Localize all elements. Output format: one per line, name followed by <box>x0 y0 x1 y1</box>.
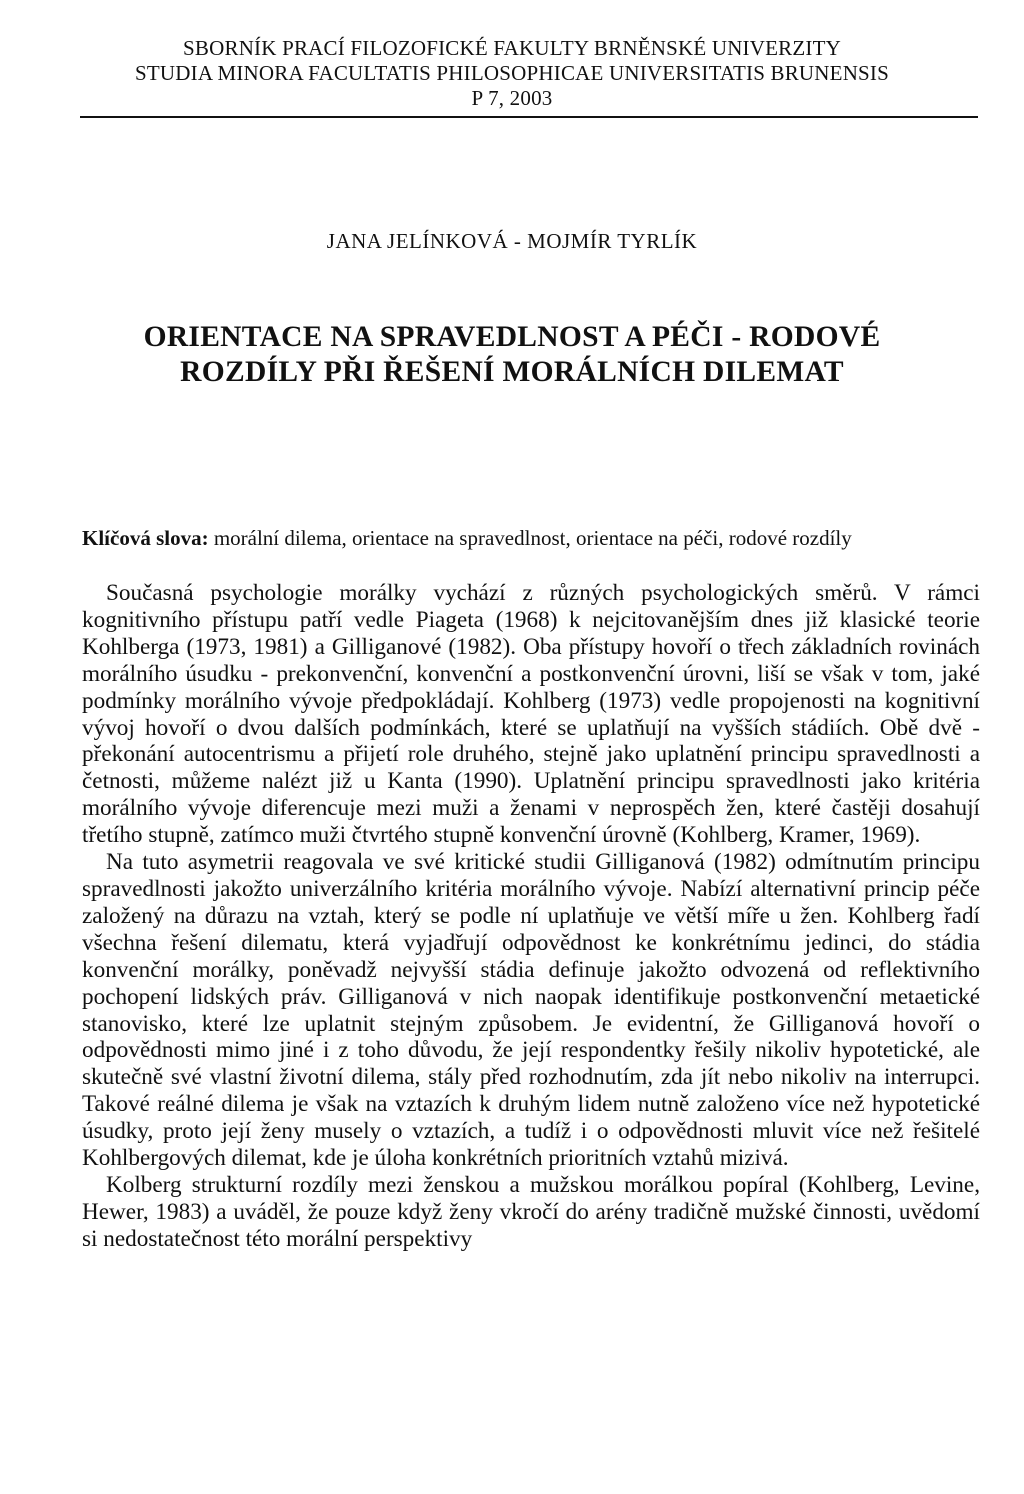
journal-issue: P 7, 2003 <box>471 86 553 110</box>
body-paragraph-2: Na tuto asymetrii reagovala ve své kritické studii Gilliganová (1982) odmítnutím principu spravedlnosti jakožto univerzálního kritéria morálního vývoje. Nabízí alternativní princip péče založený na důrazu na vztah, který se podle ní uplatňuje ve větší míře u žen. Kohlberg řadí všechna řešení dilematu, která vyjadřují odpovědnost ke konkrétnímu jedinci, do stádia konvenční morálky, poněvadž nejvyšší stádia definuje jakožto odvozená od reflektivního pochopení lidských práv. Gilliganová v nich naopak identifikuje postkonvenční metaetické stanovisko, které lze uplatnit stejným způsobem. Je evidentní, že Gilliganová hovoří o odpovědnosti mimo jiné i z toho důvodu, že její respondentky řešily nikoliv hypotetické, ale skutečně své vlastní životní dilema, stály před rozhodnutím, zda jít nebo nikoliv na interrupci. Takové reálné dilema je však na vztazích k druhým lidem nutně založeno více než hypotetické úsudky, proto její ženy musely o vztazích, a tudíž i o odpovědnosti mluvit více než řešitelé Kohlbergových dilemat, kde je úloha konkrétních prioritních vztahů mizivá. <box>82 849 980 1172</box>
article-authors: JANA JELÍNKOVÁ - MOJMÍR TYRLÍK <box>326 229 698 253</box>
header-rule <box>80 116 978 118</box>
journal-title-czech: SBORNÍK PRACÍ FILOZOFICKÉ FAKULTY BRNĚNSKÉ UNIVERZITY <box>183 36 841 60</box>
article-body <box>82 580 980 1253</box>
keywords-list: morální dilema, orientace na spravedlnost, orientace na péči, rodové rozdíly <box>213 526 852 550</box>
body-paragraph-3: Kolberg strukturní rozdíly mezi ženskou a mužskou morálkou popíral (Kohlberg, Levine, Hewer, 1983) a uváděl, že pouze když ženy vkročí do arény tradičně mužské činnosti, uvědomí si nedostatečnost této morální perspektivy <box>82 1171 980 1252</box>
keywords-label: Klíčová slova: <box>82 526 209 550</box>
keywords-line <box>82 526 982 551</box>
article-title-line-1: ORIENTACE NA SPRAVEDLNOST A PÉČI - RODOVÉ <box>143 321 881 353</box>
journal-title-latin: STUDIA MINORA FACULTATIS PHILOSOPHICAE UNIVERSITATIS BRUNENSIS <box>134 61 890 85</box>
body-paragraph-1: Současná psychologie morálky vychází z různých psychologických směrů. V rámci kognitivního přístupu patří vedle Piageta (1968) k nejcitovanějším dnes již klasické teorie Kohlberga (1973, 1981) a Gilliganové (1982). Oba přístupy hovoří o třech základních rovinách morálního úsudku - prekonvenční, konvenční a postkonvenční úrovni, liší se však v tom, jaké podmínky morálního vývoje předpokládají. Kohlberg (1973) vedle propojenosti na kognitivní vývoj hovoří o dvou dalších podmínkách, které se uplatňují na vyšších stádiích. Obě dvě - překonání autocentrismu a přijetí role druhého, stejně jako uplatnění principu spravedlnosti a četnosti, můžeme nalézt již u Kanta (1990). Uplatnění principu spravedlnosti jako kritéria morálního vývoje diferencuje mezi muži a ženami v neprospěch žen, které častěji dosahují třetího stupně, zatímco muži čtvrtého stupně konvenční úrovně (Kohlberg, Kramer, 1969). <box>82 580 980 849</box>
article-title-line-2: ROZDÍLY PŘI ŘEŠENÍ MORÁLNÍCH DILEMAT <box>180 356 844 388</box>
